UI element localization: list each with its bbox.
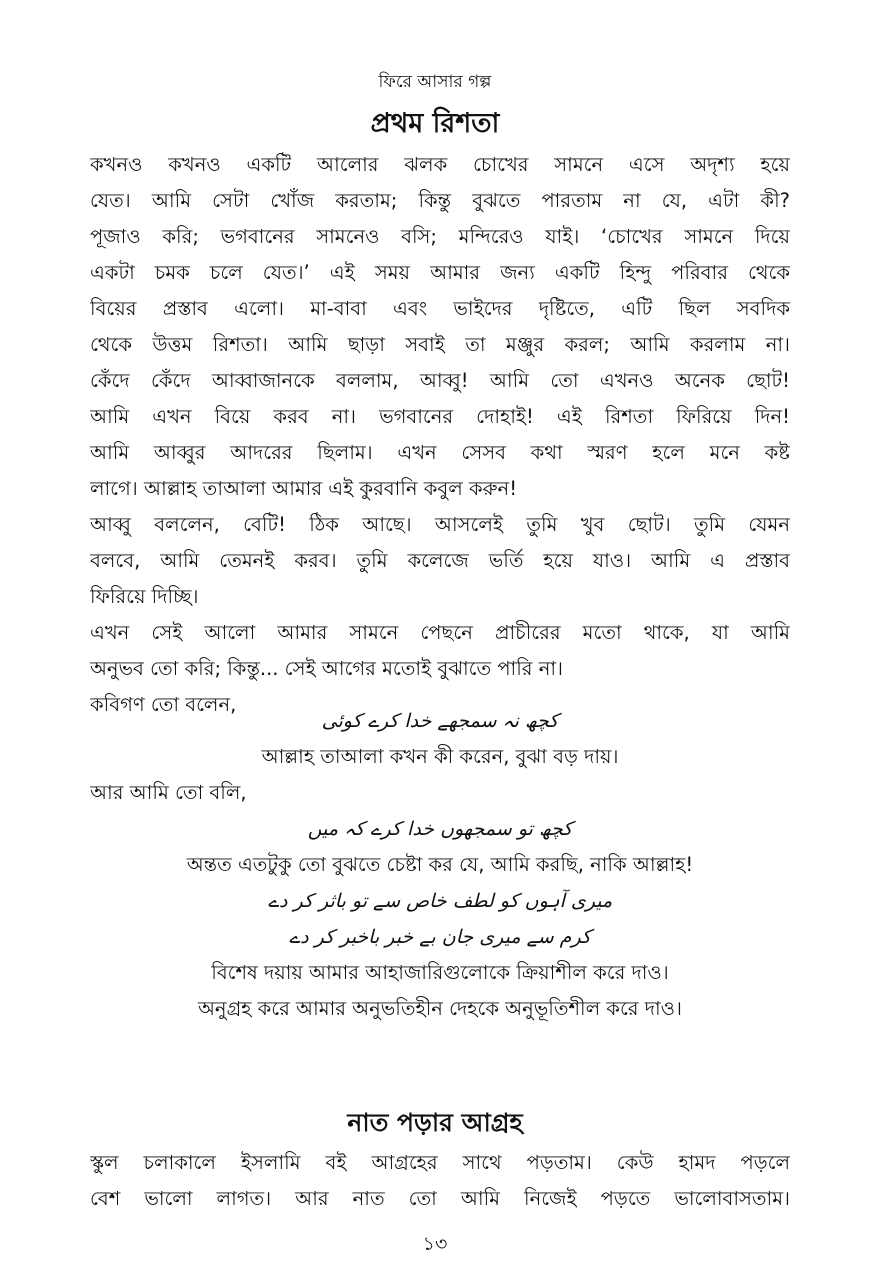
text-line: বেশ ভালো লাগত। আর নাত তো আমি নিজেই পড়তে ভালোবাসতাম। (90, 1187, 790, 1210)
text-line: ফিরিয়ে দিচ্ছি। (90, 585, 199, 608)
text-line: আর আমি তো বলি, (90, 781, 247, 804)
verse-translation: বিশেষ দয়ায় আমার আহাজারিগুলোকে ক্রিয়াশীল করে দাও। (211, 961, 669, 984)
urdu-verse: کرم سے میری جان بے خبر باخبر کر دے (289, 926, 591, 948)
text-line: আমি এখন বিয়ে করব না। ভগবানের দোহাই! এই রিশতা ফিরিয়ে দিন! (90, 405, 790, 428)
verse-translation: আল্লাহ তাআলা কখন কী করেন, বুঝা বড় দায়। (261, 745, 619, 768)
text-line: বলবে, আমি তেমনই করব। তুমি কলেজে ভর্তি হয়ে যাও। আমি এ প্রস্তাব (90, 549, 790, 572)
text-line: এখন সেই আলো আমার সামনে পেছনে প্রাচীরের মতো থাকে, যা আমি (90, 621, 790, 644)
section-text-block (90, 1145, 790, 1217)
urdu-verse: میری آہوں کو لطف خاص سے تو باثر کر دے (267, 890, 613, 912)
text-line: পূজাও করি; ভগবানের সামনেও বসি; মন্দিরেও যাই। ‘চোখের সামনে দিয়ে (90, 225, 790, 248)
text-line: বিয়ের প্রস্তাব এলো। মা-বাবা এবং ভাইদের দৃষ্টিতে, এটি ছিল সবদিক (90, 297, 790, 320)
running-header: ফিরে আসার গল্প (378, 72, 492, 92)
text-line: আমি আব্বুর আদরের ছিলাম। এখন সেসব কথা স্মরণ হলে মনে কষ্ট (90, 441, 790, 464)
text-line: যেত। আমি সেটা খোঁজ করতাম; কিন্তু বুঝতে পারতাম না যে, এটা কী? (90, 189, 790, 212)
text-line: অনুভব তো করি; কিন্তু... সেই আগের মতোই বুঝাতে পারি না। (90, 657, 563, 680)
section-title: নাত পড়ার আগ্রহ (347, 1108, 523, 1137)
urdu-verse: کچھ نہ سمجھے خدا کرے کوئی (321, 710, 559, 732)
body-text-block (90, 147, 790, 723)
text-line: কবিগণ তো বলেন, (90, 693, 237, 716)
page-number: ১৩ (422, 1233, 448, 1255)
text-line: লাগে। আল্লাহ তাআলা আমার এই কুরবানি কবুল করুন! (90, 477, 518, 500)
text-line: আব্বু বললেন, বেটি! ঠিক আছে। আসলেই তুমি খুব ছোট। তুমি যেমন (90, 513, 790, 536)
text-line: কখনও কখনও একটি আলোর ঝলক চোখের সামনে এসে অদৃশ্য হয়ে (90, 153, 790, 176)
chapter-title: প্রথম রিশতা (370, 108, 500, 139)
verse-translation: অনুগ্রহ করে আমার অনুভতিহীন দেহকে অনুভূতিশীল করে দাও। (198, 997, 682, 1020)
text-line: স্কুল চলাকালে ইসলামি বই আগ্রহের সাথে পড়তাম। কেউ হামদ পড়লে (90, 1151, 790, 1174)
verse-translation: অন্তত এতটুকু তো বুঝতে চেষ্টা কর যে, আমি করছি, নাকি আল্লাহ! (186, 853, 694, 876)
text-line: থেকে উত্তম রিশতা। আমি ছাড়া সবাই তা মঞ্জুর করল; আমি করলাম না। (90, 333, 790, 356)
verse-block (90, 703, 790, 1027)
urdu-verse: کچھ تو سمجھوں خدا کرے کہ میں (307, 818, 573, 840)
text-line: একটা চমক চলে যেত।’ এই সময় আমার জন্য একটি হিন্দু পরিবার থেকে (90, 261, 790, 284)
text-line: কেঁদে কেঁদে আব্বাজানকে বললাম, আব্বু! আমি তো এখনও অনেক ছোট! (90, 369, 790, 392)
